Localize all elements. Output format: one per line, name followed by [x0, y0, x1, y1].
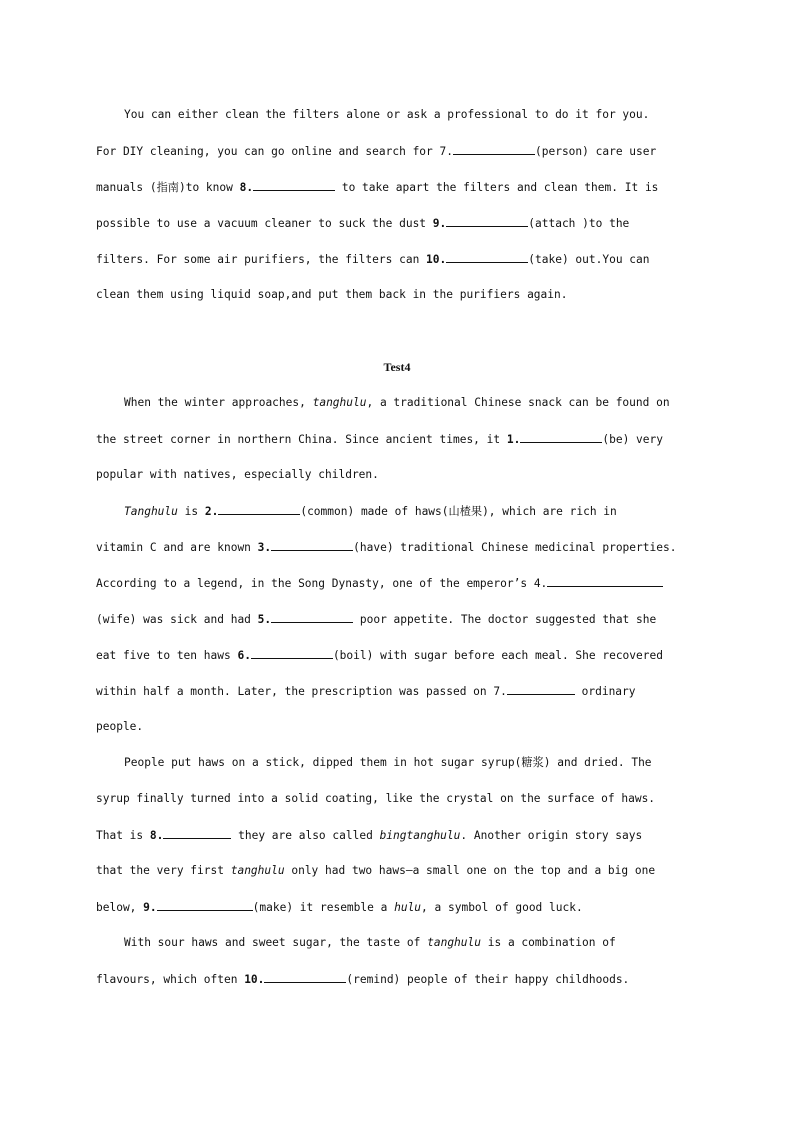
- italic-term: tanghulu: [312, 396, 367, 409]
- text-span: the street corner in northern China. Since ancient times, it: [96, 433, 507, 446]
- text-line: [124, 503, 716, 519]
- text-span: is: [177, 505, 205, 518]
- question-number: 7.: [493, 685, 507, 698]
- text-line: [124, 395, 716, 411]
- text-span: filters. For some air purifiers, the filters can: [96, 253, 427, 266]
- question-number: 6.: [237, 649, 251, 662]
- answer-blank-8[interactable]: [253, 179, 335, 191]
- text-span: (make) it resemble a: [252, 901, 395, 914]
- text-span: clean them using liquid soap,and put them back in the purifiers again.: [96, 288, 568, 301]
- text-span: You can either clean the filters alone or ask a professional to do it for you.: [124, 108, 650, 121]
- text-span: (remind) people of their happy childhoods.: [346, 973, 630, 986]
- text-span: manuals (指南)to know: [96, 181, 240, 194]
- italic-term: Tanghulu: [124, 505, 178, 518]
- text-span: , a traditional Chinese snack can be found on: [366, 396, 670, 409]
- answer-blank-8b[interactable]: [163, 827, 231, 839]
- text-span: people.: [96, 720, 144, 733]
- text-span: within half a month. Later, the prescription was passed on: [96, 685, 494, 698]
- text-span: With sour haws and sweet sugar, the taste of: [124, 936, 428, 949]
- text-line: [96, 863, 716, 879]
- text-span: . Another origin story says: [460, 829, 643, 842]
- question-number: 10.: [244, 973, 265, 986]
- text-line: [96, 611, 716, 627]
- text-line: [96, 683, 716, 699]
- text-span: (wife) was sick and had: [96, 613, 258, 626]
- section-title: Test4: [383, 360, 411, 374]
- text-line: [96, 791, 716, 807]
- italic-term: bingtanghulu: [379, 829, 461, 842]
- answer-blank-2[interactable]: [218, 503, 300, 515]
- text-span: they are also called: [231, 829, 380, 842]
- text-line: [96, 143, 716, 159]
- text-span: People put haws on a stick, dipped them in hot sugar syrup(糖浆) and dried. The: [124, 756, 652, 769]
- question-number: 7.: [439, 145, 453, 158]
- question-number: 10.: [426, 253, 447, 266]
- italic-term: tanghulu: [230, 864, 285, 877]
- text-span: That is: [96, 829, 150, 842]
- text-span: (have) traditional Chinese medicinal properties.: [353, 541, 677, 554]
- text-span: (boil) with sugar before each meal. She recovered: [332, 649, 663, 662]
- text-span: When the winter approaches,: [124, 396, 313, 409]
- answer-blank-5[interactable]: [271, 611, 353, 623]
- italic-term: tanghulu: [427, 936, 481, 949]
- italic-term: hulu: [394, 901, 422, 914]
- answer-blank-7[interactable]: [453, 143, 535, 155]
- text-span: is a combination of: [481, 936, 616, 949]
- text-line: [96, 827, 716, 843]
- text-span: For DIY cleaning, you can go online and search for: [96, 145, 440, 158]
- text-span: popular with natives, especially children.: [96, 468, 379, 481]
- question-number: 1.: [506, 433, 521, 446]
- question-number: 4.: [533, 577, 548, 590]
- question-number: 9.: [432, 217, 447, 230]
- text-line: [96, 899, 716, 915]
- text-span: (take) out.You can: [528, 253, 650, 266]
- question-number: 2.: [204, 505, 219, 518]
- text-span: (be) very: [602, 433, 663, 446]
- text-line: [96, 467, 716, 483]
- text-line: [96, 575, 716, 591]
- text-line: [96, 539, 716, 555]
- question-number: 8.: [149, 829, 164, 842]
- text-line: [96, 431, 716, 447]
- question-number: 3.: [257, 541, 272, 554]
- text-span: syrup finally turned into a solid coating, like the crystal on the surface of haws.: [96, 792, 656, 805]
- text-span: that the very first: [96, 864, 231, 877]
- question-number: 9.: [143, 901, 157, 914]
- question-number: 8.: [239, 181, 254, 194]
- text-span: below,: [96, 901, 144, 914]
- text-line: [124, 935, 716, 951]
- answer-blank-9[interactable]: [446, 215, 528, 227]
- text-span: flavours, which often: [96, 973, 245, 986]
- text-line: [96, 215, 716, 231]
- text-span: eat five to ten haws: [96, 649, 238, 662]
- text-span: According to a legend, in the Song Dynasty, one of the emperor’s: [96, 577, 534, 590]
- text-span: , a symbol of good luck.: [421, 901, 583, 914]
- text-span: (attach )to the: [528, 217, 630, 230]
- text-span: (person) care user: [535, 145, 657, 158]
- text-span: (common) made of haws(山楂果), which are rich in: [300, 505, 617, 518]
- text-line: [96, 179, 716, 195]
- text-line: [96, 287, 716, 303]
- answer-blank-9b[interactable]: [157, 899, 253, 911]
- answer-blank-1[interactable]: [520, 431, 602, 443]
- answer-blank-7b[interactable]: [507, 683, 575, 695]
- text-line: [96, 719, 716, 735]
- text-line: [124, 755, 716, 771]
- text-line: [124, 107, 716, 123]
- text-span: only had two haws—a small one on the top and a big one: [284, 864, 656, 877]
- answer-blank-6[interactable]: [251, 647, 333, 659]
- text-span: to take apart the filters and clean them. It is: [335, 181, 659, 194]
- text-span: vitamin C and are known: [96, 541, 258, 554]
- text-line: [96, 971, 716, 987]
- text-line: [96, 647, 716, 663]
- answer-blank-10[interactable]: [446, 251, 528, 263]
- text-line: [96, 251, 716, 267]
- text-span: ordinary: [574, 685, 636, 698]
- text-span: poor appetite. The doctor suggested that she: [353, 613, 657, 626]
- answer-blank-4[interactable]: [547, 575, 663, 587]
- question-number: 5.: [257, 613, 272, 626]
- text-span: possible to use a vacuum cleaner to suck the dust: [96, 217, 433, 230]
- answer-blank-3[interactable]: [271, 539, 353, 551]
- answer-blank-10b[interactable]: [264, 971, 346, 983]
